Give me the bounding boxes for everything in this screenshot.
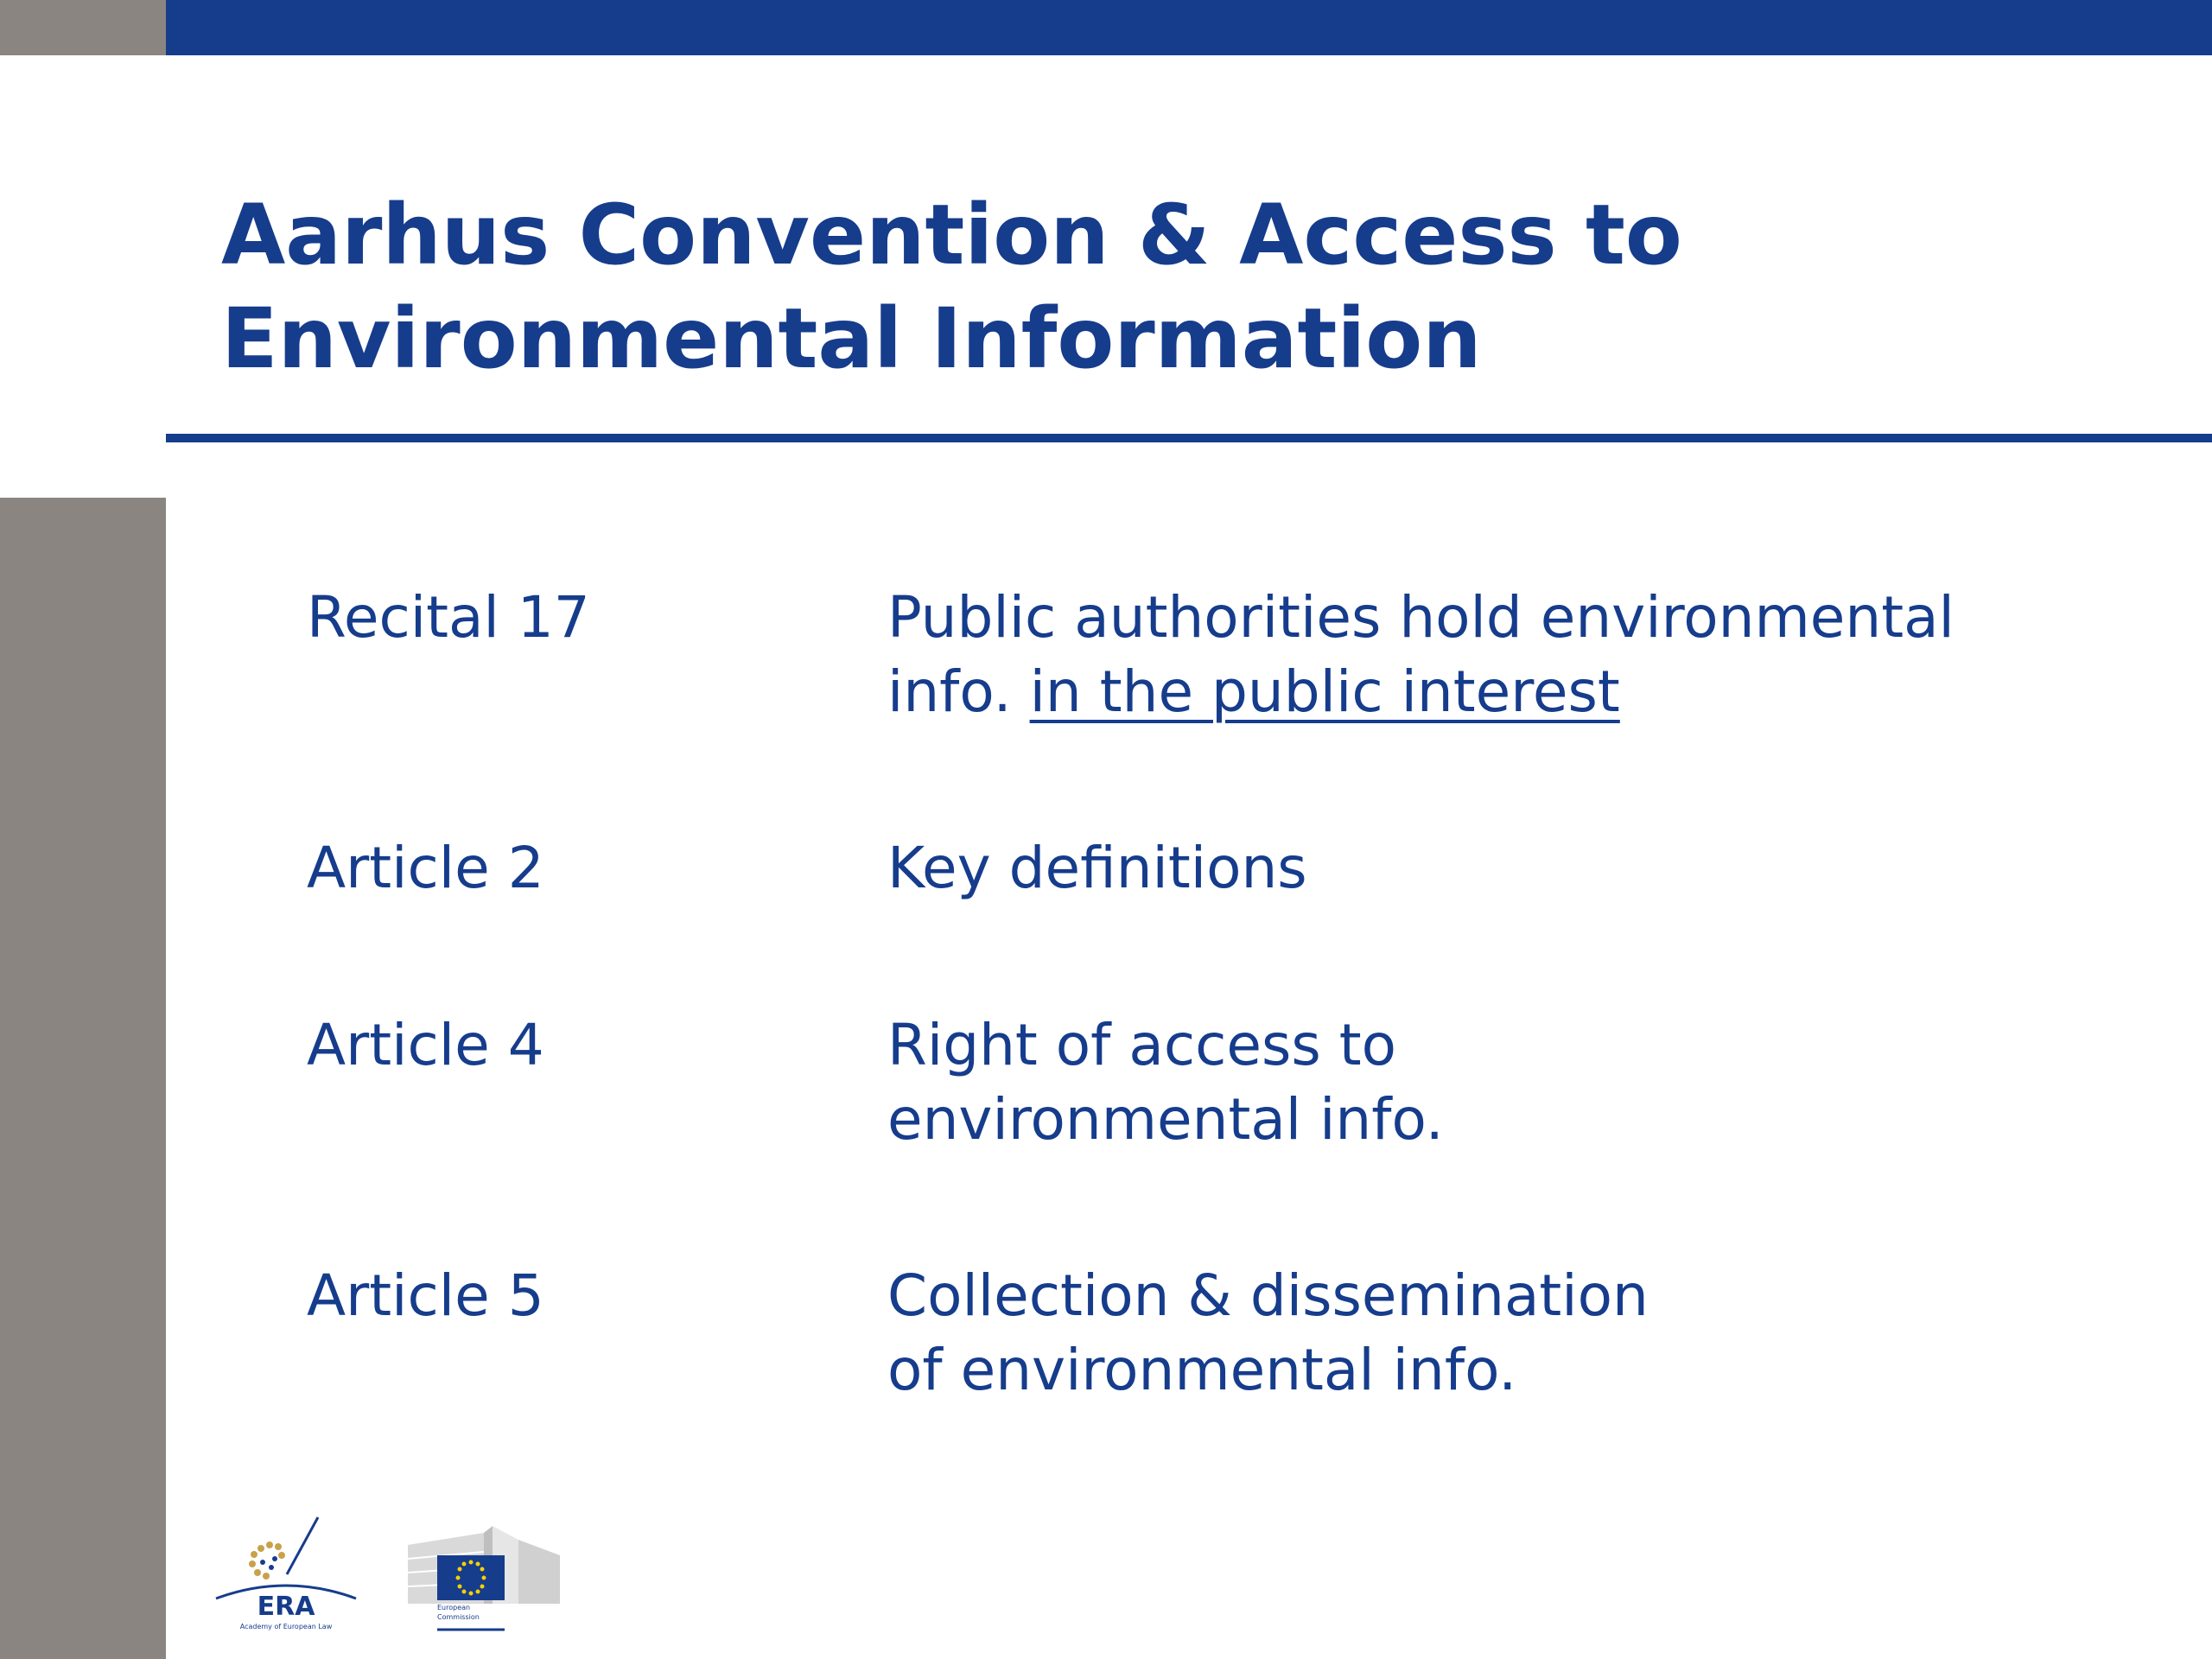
row-desc-line: Collection & dissemination [887, 1262, 1649, 1329]
row-desc-article-4 [887, 1008, 2140, 1157]
slide-title-line-2: Environmental Information [221, 290, 1482, 387]
era-logo-subtext: Academy of European Law [239, 1623, 333, 1630]
top-bar-blue-band [166, 0, 2212, 55]
row-desc-plain-text: info. [887, 658, 1030, 725]
row-desc-underlined-text: in the public interest [1029, 658, 1620, 725]
row-desc-line: environmental info. [887, 1086, 1444, 1153]
era-logo-text: ERA [257, 1592, 315, 1622]
title-divider [166, 434, 2212, 442]
left-side-bar [0, 498, 166, 1659]
row-desc-line: Key definitions [887, 835, 1307, 901]
row-label-recital-17: Recital 17 [307, 584, 590, 651]
slide-title-line-1: Aarhus Convention & Access to [221, 187, 1682, 283]
row-desc-article-5 [887, 1259, 2140, 1408]
row-desc-line: Public authorities hold environmental [887, 584, 1955, 651]
row-desc-line: of environmental info. [887, 1337, 1517, 1403]
top-bar-gray-block [0, 0, 166, 55]
ec-logo-text-line-2: Commission [437, 1613, 480, 1621]
row-desc-article-2 [887, 831, 2140, 906]
slide-title [221, 183, 2036, 391]
ec-logo-text-line-1: European [437, 1604, 471, 1611]
row-label-article-2: Article 2 [307, 835, 544, 901]
row-desc-line: Right of access to [887, 1012, 1397, 1078]
row-desc-recital-17 [887, 581, 2140, 729]
row-desc-line [887, 655, 2140, 729]
era-logo [213, 1514, 359, 1635]
european-commission-logo [406, 1521, 562, 1633]
row-label-article-5: Article 5 [307, 1262, 544, 1329]
row-label-article-4: Article 4 [307, 1012, 544, 1078]
